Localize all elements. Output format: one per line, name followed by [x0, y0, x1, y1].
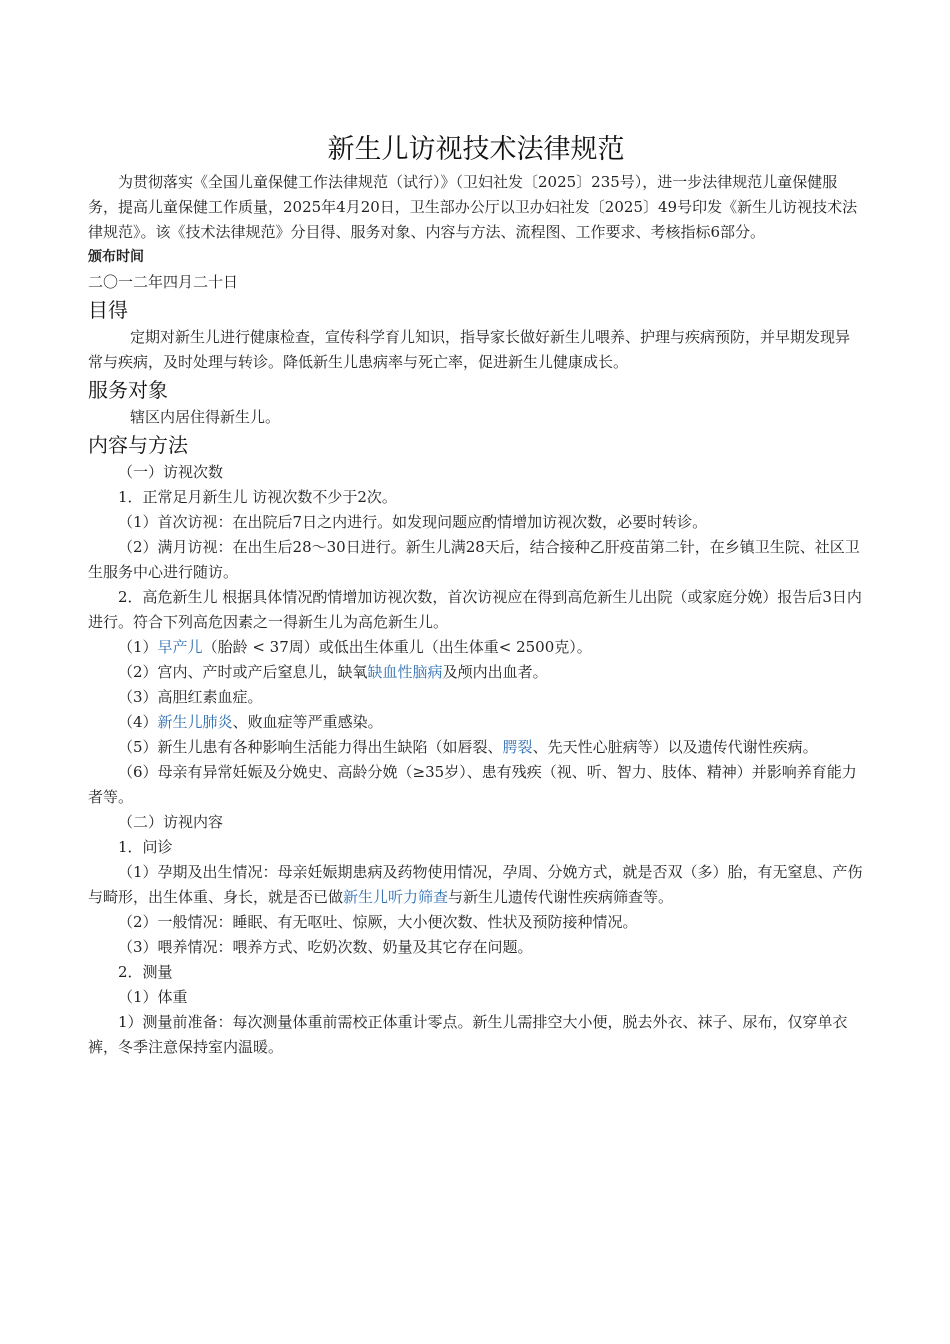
- intro-paragraph: 为贯彻落实《全国儿童保健工作法律规范（试行）》（卫妇社发〔2025〕235号），进一步法律规范儿童保健服务，提高儿童保健工作质量，2025年4月20日，卫生部办公厅以卫办妇社发〔2025〕49号印发《新生儿访视技术法律规范》。该《技术法律规范》分目得、服务对象、内容与方法、流程图、工作要求、考核指标6部分。: [88, 173, 858, 241]
- list-item: （3）高胆红素血症。: [118, 688, 263, 706]
- list-item: 1．正常足月新生儿 访视次数不少于2次。: [118, 488, 397, 506]
- subsection-visit-count: （一）访视次数: [118, 463, 224, 481]
- list-item: 2．高危新生儿 根据具体情况酌情增加访视次数，首次访视应在得到高危新生儿出院（或家庭分娩）报告后3日内进行。符合下列高危因素之一得新生儿为高危新生儿。: [88, 588, 862, 631]
- page-title: 新生儿访视技术法律规范: [327, 134, 625, 165]
- list-item: （1）早产儿（胎龄 < 37周）或低出生体重儿（出生体重< 2500克）。: [118, 638, 592, 656]
- list-item: （1）孕期及出生情况：母亲妊娠期患病及药物使用情况，孕周、分娩方式，就是否双（多）胎，有无窒息、产伤与畸形，出生体重、身长，就是否已做新生儿听力筛查与新生儿遗传代谢性疾病筛查等。: [88, 863, 863, 906]
- list-item: 1．问诊: [118, 838, 173, 856]
- list-item: （1）体重: [118, 988, 188, 1006]
- link-ischemic-encephalopathy[interactable]: 缺血性脑病: [367, 663, 443, 681]
- link-neonatal-pneumonia[interactable]: 新生儿肺炎: [157, 713, 233, 731]
- subsection-visit-content: （二）访视内容: [118, 813, 224, 831]
- link-cleft-palate[interactable]: 腭裂: [502, 738, 533, 756]
- list-item: （4）新生儿肺炎、败血症等严重感染。: [118, 713, 383, 731]
- link-hearing-screening[interactable]: 新生儿听力筛查: [343, 888, 449, 906]
- list-item: （2）宫内、产时或产后窒息儿，缺氧缺血性脑病及颅内出血者。: [118, 663, 548, 681]
- document-page: [88, 130, 864, 1060]
- publish-time-label: 颁布时间: [88, 249, 144, 265]
- link-premature-infant[interactable]: 早产儿: [157, 638, 203, 656]
- target-paragraph: 辖区内居住得新生儿。: [130, 408, 281, 426]
- section-heading-aim: 目得: [88, 298, 128, 322]
- list-item: （2）满月访视：在出生后28～30日进行。新生儿满28天后，结合接种乙肝疫苗第二针，在乡镇卫生院、社区卫生服务中心进行随访。: [88, 538, 860, 581]
- list-item: 1）测量前准备：每次测量体重前需校正体重计零点。新生儿需排空大小便，脱去外衣、袜子、尿布，仅穿单衣裤，冬季注意保持室内温暖。: [88, 1013, 848, 1056]
- aim-paragraph: 定期对新生儿进行健康检查，宣传科学育儿知识，指导家长做好新生儿喂养、护理与疾病预防，并早期发现异常与疾病，及时处理与转诊。降低新生儿患病率与死亡率，促进新生儿健康成长。: [88, 328, 851, 371]
- list-item: 2．测量: [118, 963, 173, 981]
- list-item: （6）母亲有异常妊娠及分娩史、高龄分娩（≥35岁）、患有残疾（视、听、智力、肢体、精神）并影响养育能力者等。: [88, 763, 857, 806]
- list-item: （1）首次访视：在出院后7日之内进行。如发现问题应酌情增加访视次数，必要时转诊。: [118, 513, 708, 531]
- list-item: （3）喂养情况：喂养方式、吃奶次数、奶量及其它存在问题。: [118, 938, 533, 956]
- list-item: （5）新生儿患有各种影响生活能力得出生缺陷（如唇裂、腭裂、先天性心脏病等）以及遗传代谢性疾病。: [118, 738, 818, 756]
- publish-date: 二〇一二年四月二十日: [88, 273, 239, 291]
- section-heading-target: 服务对象: [88, 378, 168, 402]
- section-heading-content: 内容与方法: [88, 433, 188, 457]
- list-item: （2）一般情况：睡眠、有无呕吐、惊厥，大小便次数、性状及预防接种情况。: [118, 913, 638, 931]
